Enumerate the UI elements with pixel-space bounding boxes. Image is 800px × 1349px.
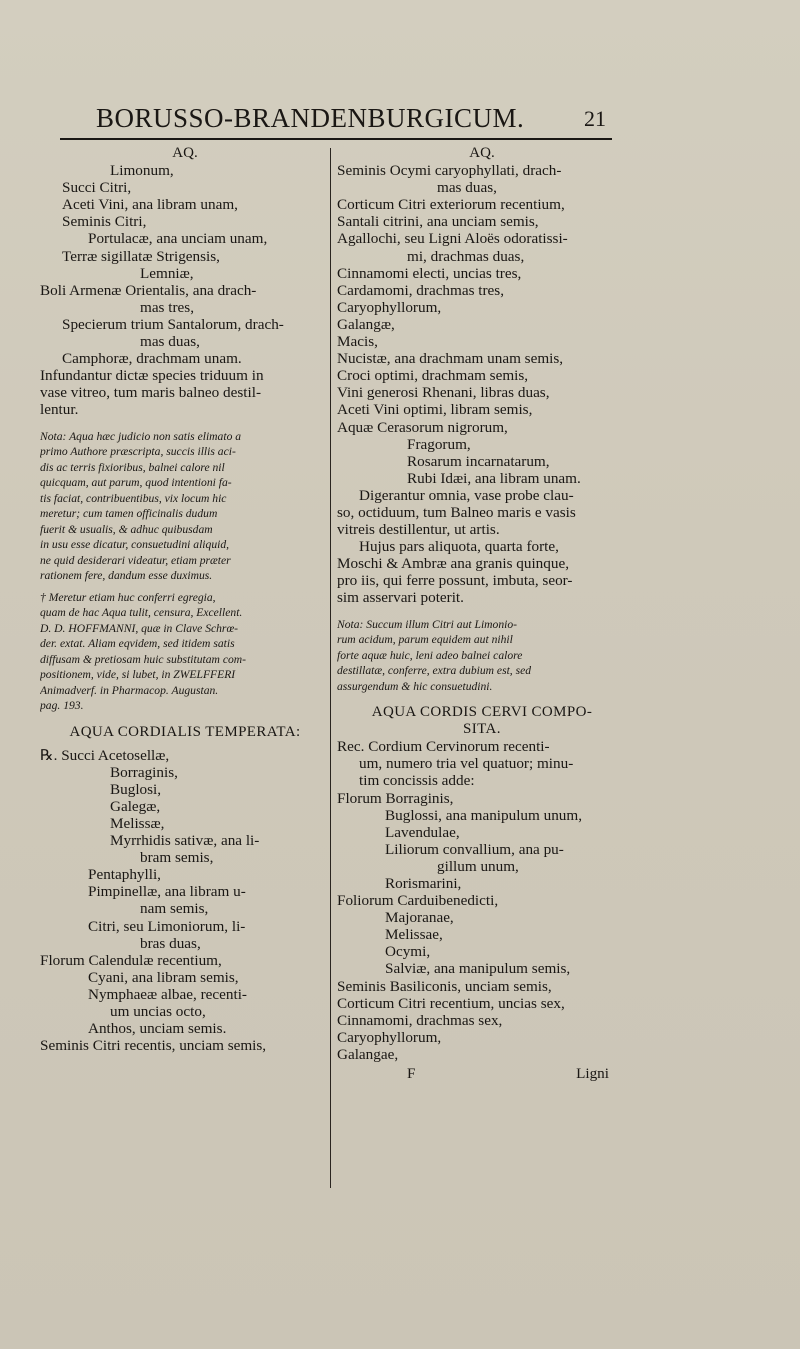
catchword: Ligni bbox=[576, 1065, 609, 1082]
text-line: lentur. bbox=[40, 401, 79, 419]
text-line: Caryophyllorum, bbox=[337, 298, 442, 316]
left-section-lines bbox=[40, 747, 330, 1055]
text-line: Rubi Idæi, ana libram unam. bbox=[407, 469, 581, 487]
text-line: bras duas, bbox=[140, 934, 201, 952]
note-line: forte aquæ huic, leni adeo balnei calore bbox=[337, 648, 523, 662]
note-line: dis ac terris fixioribus, balnei calore nil bbox=[40, 460, 225, 474]
text-line: Succi Citri, bbox=[62, 179, 132, 197]
note-line: quam de hac Aqua tulit, censura, Excellent. bbox=[40, 606, 243, 619]
note-line: rationem fere, dandum esse duximus. bbox=[40, 569, 213, 582]
text-line: Melissæ, bbox=[110, 814, 165, 832]
text-line: Cinnamomi, drachmas sex, bbox=[337, 1011, 503, 1029]
text-line: bram semis, bbox=[140, 849, 214, 867]
text-line: nam semis, bbox=[140, 900, 209, 918]
text-line: mi, drachmas duas, bbox=[407, 247, 525, 265]
text-line: Melissae, bbox=[385, 926, 443, 944]
text-line: Hujus pars aliquota, quarta forte, bbox=[359, 538, 559, 556]
signature-mark: F bbox=[407, 1065, 416, 1082]
text-line: Specierum trium Santalorum, drach- bbox=[62, 315, 284, 333]
running-title: BORUSSO-BRANDENBURGICUM. bbox=[96, 103, 525, 133]
text-line: gillum unum, bbox=[437, 857, 519, 875]
note-line: primo Authore præscripta, succis illis aci- bbox=[40, 445, 236, 458]
text-line: sim asservari poterit. bbox=[337, 589, 464, 607]
text-line: Digerantur omnia, vase probe clau- bbox=[359, 486, 574, 504]
text-line: um uncias octo, bbox=[110, 1003, 206, 1020]
text-line: Pentaphylli, bbox=[88, 866, 161, 884]
text-line: um, numero tria vel quatuor; minu- bbox=[359, 755, 574, 773]
text-line: Cinnamomi electi, uncias tres, bbox=[337, 264, 522, 282]
text-line: Moschi & Ambræ ana granis quinque, bbox=[337, 555, 570, 573]
text-line: Seminis Citri, bbox=[62, 213, 147, 231]
note-line: assurgendum & hic consuetudini. bbox=[337, 679, 493, 693]
column-divider bbox=[330, 148, 331, 1188]
note-line: Nota: Aqua hæc judicio non satis elimato a bbox=[40, 429, 242, 443]
text-line: Portulacæ, ana unciam unam, bbox=[88, 230, 268, 248]
text-line: Anthos, unciam semis. bbox=[88, 1020, 227, 1038]
text-line: Galegæ, bbox=[110, 797, 161, 815]
text-line: Aquæ Cerasorum nigrorum, bbox=[337, 418, 508, 436]
left-column bbox=[40, 145, 330, 1054]
note-line: Animadverf. in Pharmacop. Augustan. bbox=[40, 683, 219, 697]
note-line: D. D. HOFFMANNI, quæ in Clave Schrœ- bbox=[40, 621, 239, 635]
text-line: Camphoræ, drachmam unam. bbox=[62, 350, 242, 368]
right-section-lines bbox=[337, 738, 627, 1063]
text-line: Lemniæ, bbox=[140, 264, 194, 282]
text-line: Agallochi, seu Ligni Aloës odoratissi- bbox=[337, 230, 568, 248]
text-line: Foliorum Carduibenedicti, bbox=[337, 892, 499, 910]
text-line: Citri, seu Limoniorum, li- bbox=[88, 917, 246, 935]
note-line: tis faciat, contribuentibus, vix locum hic bbox=[40, 491, 227, 505]
text-line: Borraginis, bbox=[110, 763, 178, 781]
text-line: pro iis, qui ferre possunt, imbuta, seor- bbox=[337, 572, 573, 590]
text-line: Aceti Vini optimi, libram semis, bbox=[337, 401, 533, 419]
text-line: Liliorum convallium, ana pu- bbox=[385, 840, 564, 858]
text-line: Cardamomi, drachmas tres, bbox=[337, 281, 505, 299]
note-line: † Meretur etiam huc conferri egregia, bbox=[40, 590, 216, 604]
text-line: Caryophyllorum, bbox=[337, 1028, 442, 1046]
text-line: Croci optimi, drachmam semis, bbox=[337, 367, 529, 385]
text-line: Corticum Citri recentium, uncias sex, bbox=[337, 994, 565, 1012]
text-line: Terræ sigillatæ Strigensis, bbox=[62, 247, 220, 265]
text-line: Santali citrini, ana unciam semis, bbox=[337, 213, 539, 231]
text-line: Galangæ, bbox=[337, 315, 395, 333]
text-line: Limonum, bbox=[110, 162, 174, 180]
left-recipe-lines bbox=[40, 162, 330, 418]
page-number: 21 bbox=[584, 106, 606, 131]
text-line: Florum Calendulæ recentium, bbox=[40, 951, 222, 969]
text-line: vase vitreo, tum maris balneo destil- bbox=[40, 384, 262, 402]
right-recipe-lines bbox=[337, 162, 627, 606]
left-section-title: AQUA CORDIALIS TEMPERATA: bbox=[69, 723, 301, 740]
text-line: mas tres, bbox=[140, 298, 194, 316]
left-note bbox=[40, 429, 330, 584]
text-line: so, octiduum, tum Balneo maris e vasis bbox=[337, 503, 576, 521]
text-line: Seminis Ocymi caryophyllati, drach- bbox=[337, 162, 562, 180]
text-line: mas duas, bbox=[140, 333, 200, 351]
text-line: Rec. Cordium Cervinorum recenti- bbox=[337, 738, 550, 756]
text-line: Vini generosi Rhenani, libras duas, bbox=[337, 384, 550, 402]
note-line: Nota: Succum illum Citri aut Limonio- bbox=[337, 617, 518, 631]
text-line: Lavendulae, bbox=[385, 823, 460, 841]
left-column-title: AQ. bbox=[172, 145, 198, 161]
text-line: vitreis destillentur, ut artis. bbox=[337, 521, 500, 539]
text-line: Rosarum incarnatarum, bbox=[407, 452, 550, 470]
text-line: tim concissis adde: bbox=[359, 772, 475, 790]
right-section-title-1: AQUA CORDIS CERVI COMPO- bbox=[371, 704, 593, 721]
text-line: Corticum Citri exteriorum recentium, bbox=[337, 196, 565, 214]
text-line: Pimpinellæ, ana libram u- bbox=[88, 883, 246, 901]
note-line: der. extat. Aliam eqvidem, sed itidem satis bbox=[40, 637, 235, 650]
note-line: ne quid desiderari videatur, etiam præter bbox=[40, 553, 231, 567]
note-line: in usu esse dicatur, consuetudini aliquid, bbox=[40, 538, 230, 551]
text-line: Salviæ, ana manipulum semis, bbox=[385, 960, 571, 978]
text-line: Fragorum, bbox=[407, 435, 471, 453]
left-note-dagger bbox=[40, 590, 330, 714]
text-line: Buglosi, bbox=[110, 780, 162, 798]
right-section-title-2: SITA. bbox=[463, 721, 501, 738]
right-column bbox=[337, 145, 627, 1085]
text-line: Rorismarini, bbox=[385, 874, 462, 892]
note-line: diffusam & pretiosam huic substitutam com- bbox=[40, 652, 246, 666]
text-line: Cyani, ana libram semis, bbox=[88, 968, 239, 986]
note-line: positionem, vide, si lubet, in ZWELFFERI bbox=[40, 668, 236, 681]
text-line: ℞. Succi Acetosellæ, bbox=[40, 746, 170, 764]
text-line: Florum Borraginis, bbox=[337, 789, 454, 807]
text-line: Infundantur dictæ species triduum in bbox=[40, 367, 264, 385]
right-column-title: AQ. bbox=[469, 145, 495, 161]
text-line: Galangae, bbox=[337, 1045, 399, 1063]
text-line: Nymphaeæ albae, recenti- bbox=[88, 985, 247, 1003]
text-line: Myrrhidis sativæ, ana li- bbox=[110, 832, 260, 850]
right-note bbox=[337, 617, 627, 695]
note-line: pag. 193. bbox=[40, 699, 84, 712]
text-line: Aceti Vini, ana libram unam, bbox=[62, 196, 238, 214]
text-line: Boli Armenæ Orientalis, ana drach- bbox=[40, 281, 257, 299]
note-line: rum acidum, parum equidem aut nihil bbox=[337, 633, 513, 647]
text-line: Nucistæ, ana drachmam unam semis, bbox=[337, 350, 564, 368]
text-line: Majoranae, bbox=[385, 909, 454, 927]
text-line: Buglossi, ana manipulum unum, bbox=[385, 806, 583, 824]
text-line: Seminis Citri recentis, unciam semis, bbox=[40, 1037, 267, 1055]
note-line: meretur; cum tamen officinalis dudum bbox=[40, 507, 218, 520]
note-line: destillatæ, conferre, extra dubium est, sed bbox=[337, 664, 532, 678]
text-line: Ocymi, bbox=[385, 943, 431, 961]
header-rule bbox=[60, 138, 612, 140]
text-line: Macis, bbox=[337, 333, 378, 351]
text-line: mas duas, bbox=[437, 179, 497, 197]
note-line: fuerit & usualis, & adhuc quibusdam bbox=[40, 522, 213, 536]
note-line: quicquam, aut parum, quod intentioni fa- bbox=[40, 476, 232, 489]
text-line: Seminis Basiliconis, unciam semis, bbox=[337, 977, 552, 995]
